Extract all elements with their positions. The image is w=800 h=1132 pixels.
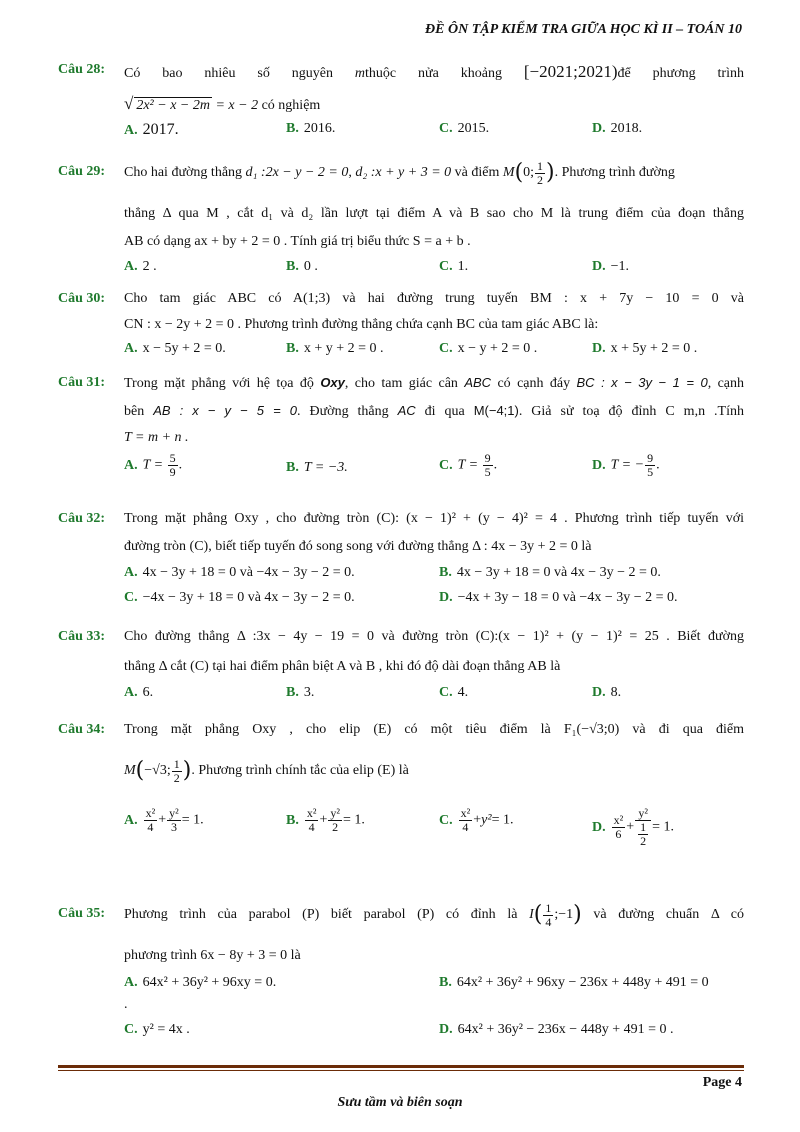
question-text-line-1: Cho tam giác ABC có A(1;3) và hai đường trung tuyến BM : x + 7y − 10 = 0 và: [124, 291, 744, 306]
option-a[interactable]: A. T = $\frac{5}{9}$ .: [124, 451, 183, 479]
option-a[interactable]: A. 64x² + 36y² + 96xy = 0.: [124, 975, 277, 990]
question-28: [58, 58, 744, 148]
question-number: Câu 34:: [58, 722, 106, 737]
question-text-line-2: bên AB : x − y − 5 = 0. Đường thẳng AC đi qua M(−4;1). Giả sử toạ độ đỉnh C m,n .Tính: [124, 403, 744, 419]
option-a[interactable]: A. $\frac{\text{x²}}{4}$ + $\frac{\text{y²}}{3}$ = 1.: [124, 806, 204, 834]
question-text-line-1: Phương trình của parabol (P) biết parabol (P) có đỉnh là I( $\frac{1}{4}$ ;−1) và đường chuẩn Δ có: [124, 900, 744, 929]
option-b[interactable]: B. 2016.: [286, 121, 336, 136]
question-text-line-2: đường tròn (C), biết tiếp tuyến đó song song với đường thẳng Δ : 4x − 3y + 2 = 0 là: [124, 539, 592, 554]
question-31: [58, 372, 744, 492]
question-30: [58, 288, 744, 363]
question-text-line-2: thẳng Δ cắt (C) tại hai điểm phân biệt A và B , khi đó độ dài đoạn thẳng AB là: [124, 659, 561, 674]
question-number: Câu 28:: [58, 62, 106, 77]
question-text-line-1: Trong mặt phẳng Oxy , cho elip (E) có một tiêu điểm là F₁(−√3;0) và đi qua điểm: [124, 722, 744, 737]
question-text-line-1: Trong mặt phẳng với hệ tọa độ Oxy, cho tam giác cân ABC có cạnh đáy BC : x − 3y − 1 = 0, cạnh: [124, 375, 745, 391]
question-number: Câu 31:: [58, 375, 106, 390]
option-d[interactable]: D. −4x + 3y − 18 = 0 và −4x − 3y − 2 = 0.: [439, 590, 678, 605]
option-d[interactable]: D. $\frac{\text{x²}}{6}$ + $\frac{\text{y²}}{\frac{1}{2}}$ = 1.: [592, 806, 675, 848]
question-text-line-2: CN : x − 2y + 2 = 0 . Phương trình đường thẳng chứa cạnh BC của tam giác ABC là:: [124, 317, 599, 332]
option-c[interactable]: C. x − y + 2 = 0 .: [439, 341, 538, 356]
option-b[interactable]: B. 4x − 3y + 18 = 0 và 4x − 3y − 2 = 0.: [439, 565, 661, 580]
page-header-title: ĐỀ ÔN TẬP KIỂM TRA GIỮA HỌC KÌ II – TOÁN 10: [425, 22, 742, 37]
question-34: [58, 715, 744, 875]
question-text-line-2: thẳng Δ qua M , cắt d₁ và d₂ lần lượt tại điểm A và B sao cho M là trung điểm của đoạn thẳng: [124, 206, 744, 221]
footer-caption: Sưu tầm và biên soạn: [337, 1095, 463, 1110]
footer-rule: [58, 1065, 744, 1068]
option-b[interactable]: B. $\frac{\text{x²}}{4}$ + $\frac{\text{y²}}{2}$ = 1.: [286, 806, 365, 834]
option-c[interactable]: C. 4.: [439, 685, 469, 700]
option-a[interactable]: A. x − 5y + 2 = 0.: [124, 341, 226, 356]
option-d[interactable]: D. 2018.: [592, 121, 643, 136]
question-32: [58, 507, 744, 612]
option-c[interactable]: C. 1.: [439, 259, 469, 274]
question-text-line-1: Cho hai đường thẳng d₁ :2x − y − 2 = 0, d₂ :x + y + 3 = 0 và điểm M(0; $\frac{1}{2}$ ). Phương trình đường: [124, 158, 675, 187]
option-b[interactable]: B. 64x² + 36y² + 96xy − 236x + 448y + 491 = 0: [439, 975, 709, 990]
question-text-line-2: M(−√3; $\frac{1}{2}$ ). Phương trình chính tắc của elip (E) là: [124, 756, 409, 785]
stray-dot: .: [124, 997, 128, 1012]
option-c[interactable]: C. −4x − 3y + 18 = 0 và 4x − 3y − 2 = 0.: [124, 590, 355, 605]
question-number: Câu 35:: [58, 906, 106, 921]
option-d[interactable]: D. 8.: [592, 685, 622, 700]
option-d[interactable]: D. −1.: [592, 259, 630, 274]
option-c[interactable]: C. $\frac{\text{x²}}{4}$ +y²= 1.: [439, 806, 514, 834]
question-number: Câu 30:: [58, 291, 106, 306]
question-text-line-2: phương trình 6x − 8y + 3 = 0 là: [124, 948, 301, 963]
option-b[interactable]: B. T = −3.: [286, 460, 348, 475]
option-b[interactable]: B. 0 .: [286, 259, 318, 274]
page-number: Page 4: [702, 1075, 742, 1090]
question-number: Câu 32:: [58, 511, 106, 526]
question-equation: √ 2x² − x − 2m = x − 2 có nghiệm: [124, 94, 321, 113]
option-a[interactable]: A. 2 .: [124, 259, 157, 274]
question-text-line-3: T = m + n .: [124, 430, 189, 445]
option-c[interactable]: C. T = $\frac{9}{5}$ .: [439, 451, 498, 479]
question-text-line-1: Cho đường thẳng Δ :3x − 4y − 19 = 0 và đường tròn (C):(x − 1)² + (y − 1)² = 25 . Biết đường: [124, 629, 744, 644]
option-a[interactable]: A. 2017.: [124, 121, 179, 138]
question-text-line-1: Trong mặt phẳng Oxy , cho đường tròn (C): (x − 1)² + (y − 4)² = 4 . Phương trình tiếp tuyến với: [124, 511, 744, 526]
question-29: [58, 155, 744, 280]
question-number: Câu 33:: [58, 629, 106, 644]
option-c[interactable]: C. y² = 4x .: [124, 1022, 190, 1037]
option-d[interactable]: D. T = − $\frac{9}{5}$ .: [592, 451, 660, 479]
footer-rule-thin: [58, 1070, 744, 1071]
question-text-line-3: AB có dạng ax + by + 2 = 0 . Tính giá trị biểu thức S = a + b .: [124, 234, 471, 249]
option-b[interactable]: B. 3.: [286, 685, 315, 700]
option-a[interactable]: A. 4x − 3y + 18 = 0 và −4x − 3y − 2 = 0.: [124, 565, 355, 580]
option-c[interactable]: C. 2015.: [439, 121, 490, 136]
question-text-line-1: Có bao nhiêu số nguyên mthuộc nửa khoảng [−2021;2021)để phương trình: [124, 62, 744, 81]
option-a[interactable]: A. 6.: [124, 685, 154, 700]
question-35: [58, 895, 744, 1045]
option-d[interactable]: D. 64x² + 36y² − 236x − 448y + 491 = 0 .: [439, 1022, 674, 1037]
option-d[interactable]: D. x + 5y + 2 = 0 .: [592, 341, 698, 356]
question-number: Câu 29:: [58, 164, 106, 179]
option-b[interactable]: B. x + y + 2 = 0 .: [286, 341, 384, 356]
question-33: [58, 625, 744, 705]
